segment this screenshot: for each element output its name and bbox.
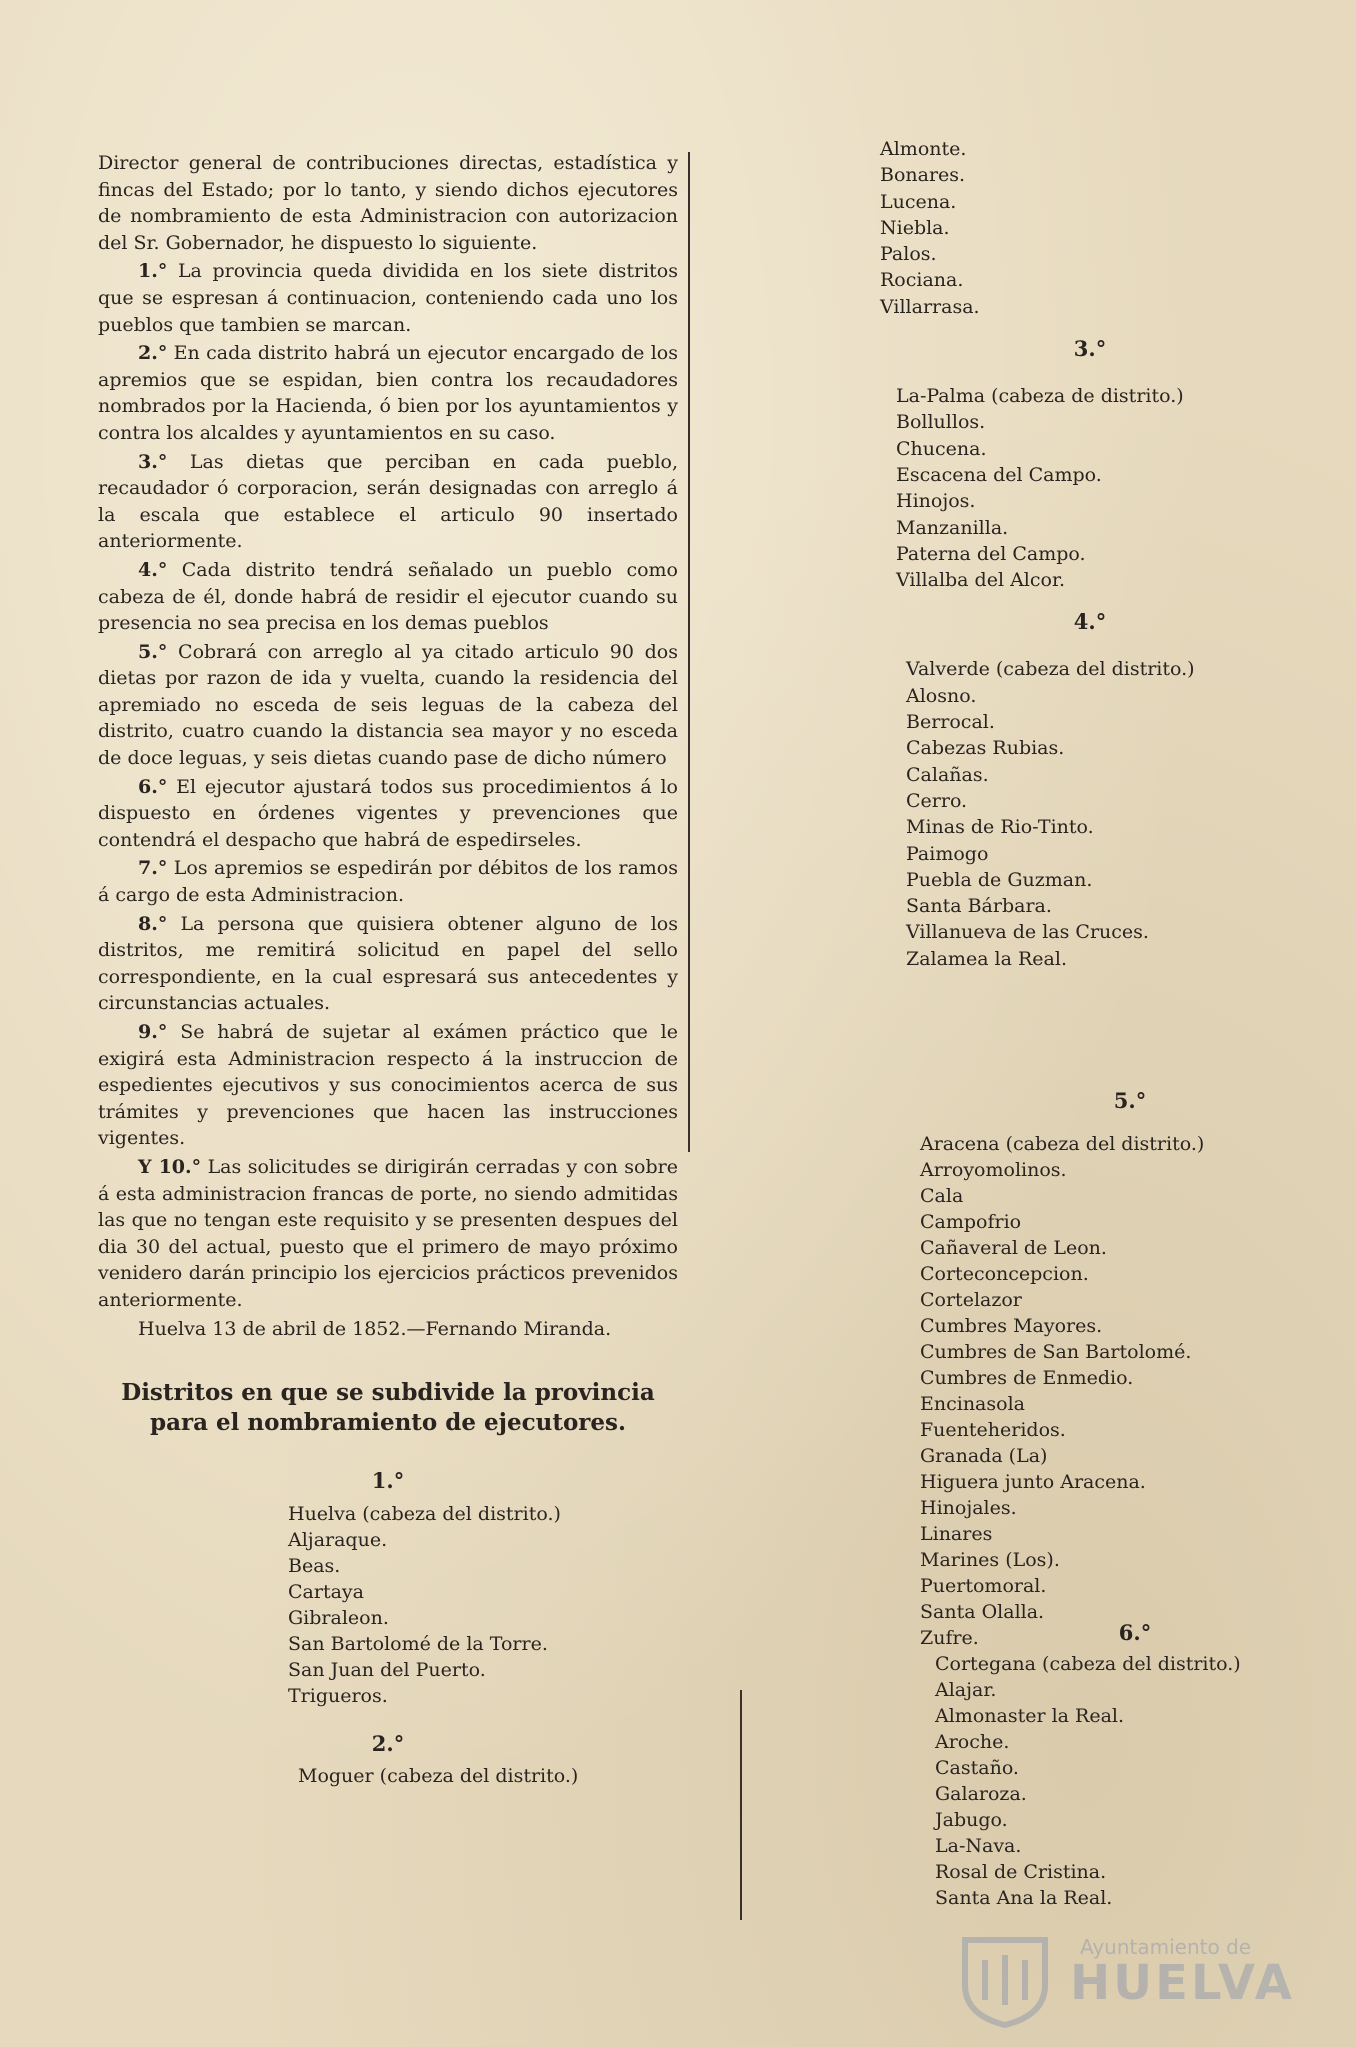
list-item: Hinojos. (896, 490, 976, 513)
column-divider-rule (688, 152, 690, 1152)
list-item: Villanueva de las Cruces. (906, 921, 1149, 944)
watermark-line-1: Ayuntamiento de (1080, 1935, 1252, 1959)
list-item: Aracena (cabeza del distrito.) (920, 1133, 1205, 1155)
list-item: Almonte. (880, 138, 967, 160)
article-text: El ejecutor ajustará todos sus procedimientos á lo dispuesto en órdenes vigentes y prevenciones que contendrá el despacho que habrá de espedirseles. (98, 775, 678, 851)
district-6-number: 6.° (1118, 1620, 1152, 1645)
article-9 (98, 1019, 678, 1152)
districts-heading: Distritos en que se subdivide la provincia para el nombramiento de ejecutores. (121, 1379, 655, 1437)
list-item: Almonaster la Real. (935, 1705, 1125, 1727)
district-1-towns (288, 1501, 678, 1709)
list-item: Zalamea la Real. (906, 947, 1067, 970)
list-item: Cumbres de San Bartolomé. (920, 1341, 1192, 1363)
list-item: Alajar. (935, 1679, 997, 1701)
list-item: Villalba del Alcor. (896, 569, 1065, 592)
column-divider-rule-lower (740, 1690, 742, 1920)
district-3-number: 3.° (1073, 336, 1107, 362)
list-item: Palos. (880, 243, 937, 266)
list-item: Puebla de Guzman. (906, 868, 1093, 891)
signature-line: Huelva 13 de abril de 1852.—Fernando Miranda. (138, 1317, 612, 1340)
district-6-block (935, 1620, 1335, 1911)
article-number: 5.° (138, 640, 168, 663)
intro-paragraph: Director general de contribuciones directas, estadística y fincas del Estado; por lo tanto, y siendo dichos ejecutores de nombramiento de esta Administracion con autorizacion del Sr. Gobernador, he dispuesto lo siguiente. (98, 152, 678, 254)
district-3-towns (896, 383, 1300, 593)
article-number: 9.° (138, 1021, 168, 1043)
list-item: Lucena. (880, 190, 957, 213)
article-text: Cobrará con arreglo al ya citado articulo 90 dos dietas por razon de ida y vuelta, cuando la residencia del apremiado no esceda de seis leguas de la cabeza del distrito, cuatro cuando la distancia sea mayor y no esceda de doce leguas, y seis dietas cuando pase de dicho número (98, 640, 678, 770)
article-text: Las dietas que perciban en cada pueblo, recaudador ó corporacion, serán designadas con arreglo á la escala que establece el articulo 90 insertado anteriormente. (98, 450, 678, 553)
list-item: Higuera junto Aracena. (920, 1471, 1146, 1493)
list-item: Castaño. (935, 1757, 1019, 1779)
district-5-towns (920, 1131, 1340, 1651)
district-5-block (920, 1088, 1340, 1651)
article-number: Y 10.° (138, 1155, 202, 1178)
list-item: Santa Ana la Real. (935, 1887, 1113, 1909)
district-1-number: 1.° (371, 1468, 405, 1494)
list-item: Puertomoral. (920, 1575, 1047, 1597)
article-4 (98, 557, 678, 637)
article-6 (98, 774, 678, 854)
list-item: Alosno. (906, 684, 977, 707)
list-item: Cala (920, 1185, 964, 1207)
list-item: Cartaya (288, 1580, 364, 1603)
list-item: Cabezas Rubias. (906, 737, 1065, 760)
list-item: Hinojales. (920, 1497, 1017, 1519)
list-item: Cañaveral de Leon. (920, 1237, 1107, 1259)
district-4-number: 4.° (1073, 609, 1107, 635)
list-item: Paterna del Campo. (896, 542, 1086, 565)
article-text: Los apremios se espedirán por débitos de los ramos á cargo de esta Administracion. (98, 857, 678, 907)
list-item: Campofrio (920, 1211, 1022, 1233)
list-item: Arroyomolinos. (920, 1159, 1067, 1181)
article-text: Las solicitudes se dirigirán cerradas y con sobre á esta administracion francas de porte, no siendo admitidas las que no tengan este requisito y se presenten despues del dia 30 del actual, puesto que el primero de mayo próximo venidero darán principio los ejercicios prácticos prevenidos anteriormente. (98, 1155, 678, 1311)
watermark-line-2: HUELVA (1070, 1955, 1295, 2011)
list-item: Niebla. (880, 216, 950, 239)
article-7 (98, 855, 678, 908)
list-item: Encinasola (920, 1393, 1025, 1415)
list-item: Cortelazor (920, 1289, 1022, 1311)
list-item: Marines (Los). (920, 1549, 1060, 1571)
article-number: 3.° (138, 450, 168, 473)
right-column (880, 136, 1300, 972)
list-item: Beas. (288, 1554, 341, 1577)
list-item: San Bartolomé de la Torre. (288, 1632, 548, 1655)
list-item: Cumbres de Enmedio. (920, 1367, 1134, 1389)
list-item: Fuenteheridos. (920, 1419, 1066, 1441)
list-item: Valverde (cabeza del distrito.) (906, 658, 1195, 681)
left-column (98, 150, 678, 1789)
article-text: La persona que quisiera obtener alguno de los distritos, me remitirá solicitud en papel del sello correspondiente, en la cual espresará sus antecedentes y circunstancias actuales. (98, 912, 679, 1015)
article-number: 7.° (138, 857, 168, 880)
list-item: Escacena del Campo. (896, 463, 1102, 486)
list-item: Paimogo (906, 842, 989, 865)
article-number: 6.° (138, 775, 168, 798)
list-item: Santa Olalla. (920, 1601, 1045, 1623)
list-item: Bollullos. (896, 411, 986, 434)
district-2-towns (298, 1763, 678, 1789)
list-item: Cortegana (cabeza del distrito.) (935, 1653, 1241, 1675)
article-10 (98, 1154, 678, 1314)
list-item: Cerro. (906, 789, 968, 812)
district-6-towns (935, 1651, 1335, 1911)
list-item: Trigueros. (288, 1684, 388, 1707)
list-item: Cumbres Mayores. (920, 1315, 1103, 1337)
article-number: 2.° (138, 342, 168, 365)
list-item: Bonares. (880, 164, 966, 187)
list-item: Linares (920, 1523, 993, 1545)
article-number: 4.° (138, 558, 168, 581)
list-item: Granada (La) (920, 1445, 1048, 1467)
list-item: Galaroza. (935, 1783, 1027, 1805)
list-item: Rociana. (880, 269, 964, 292)
article-2 (98, 340, 678, 446)
list-item: Huelva (cabeza del distrito.) (288, 1502, 561, 1525)
list-item: Zufre. (920, 1627, 979, 1649)
article-3 (98, 449, 678, 555)
list-item: Rosal de Cristina. (935, 1861, 1107, 1883)
archive-watermark (950, 1935, 1295, 2011)
list-item: Aljaraque. (288, 1528, 388, 1551)
list-item: Santa Bárbara. (906, 895, 1052, 918)
list-item: Manzanilla. (896, 516, 1009, 539)
article-5 (98, 639, 678, 772)
article-1 (98, 258, 678, 338)
list-item: Aroche. (935, 1731, 1010, 1753)
article-text: La provincia queda dividida en los siete distritos que se espresan á continuacion, conteniendo cada uno los pueblos que tambien se marcan. (98, 260, 678, 336)
list-item: Corteconcepcion. (920, 1263, 1089, 1285)
district-2-number: 2.° (371, 1730, 405, 1756)
list-item: Villarrasa. (880, 295, 980, 318)
list-item: Chucena. (896, 437, 987, 460)
article-text: Se habrá de sujetar al exámen práctico que le exigirá esta Administracion respecto á la instruccion de espedientes ejecutivos y sus conocimientos acerca de sus trámites y prevenciones que hacen las instrucciones vigentes. (98, 1021, 678, 1150)
list-item: Calañas. (906, 763, 989, 786)
list-item: Berrocal. (906, 711, 995, 734)
article-number: 8.° (138, 912, 168, 935)
list-item: La-Nava. (935, 1835, 1022, 1857)
article-number: 1.° (138, 260, 168, 283)
list-item: Jabugo. (935, 1809, 1008, 1831)
district-2-continued-towns (880, 136, 1300, 320)
list-item: Gibraleon. (288, 1606, 389, 1629)
article-text: Cada distrito tendrá señalado un pueblo como cabeza de él, donde habrá de residir el ejecutor cuando su presencia no sea precisa en los demas pueblos (98, 558, 678, 635)
district-4-towns (906, 656, 1300, 972)
article-8 (98, 911, 678, 1017)
list-item: Minas de Rio-Tinto. (906, 816, 1094, 839)
article-text: En cada distrito habrá un ejecutor encargado de los apremios que se espidan, bien contra los recaudadores nombrados por la Hacienda, ó bien por los ayuntamientos y contra los alcaldes y ayuntamientos en su caso. (98, 342, 678, 444)
list-item: La-Palma (cabeza de distrito.) (896, 385, 1184, 408)
district-5-number: 5.° (1113, 1088, 1147, 1113)
list-item: San Juan del Puerto. (288, 1658, 486, 1681)
list-item: Moguer (cabeza del distrito.) (298, 1765, 579, 1788)
